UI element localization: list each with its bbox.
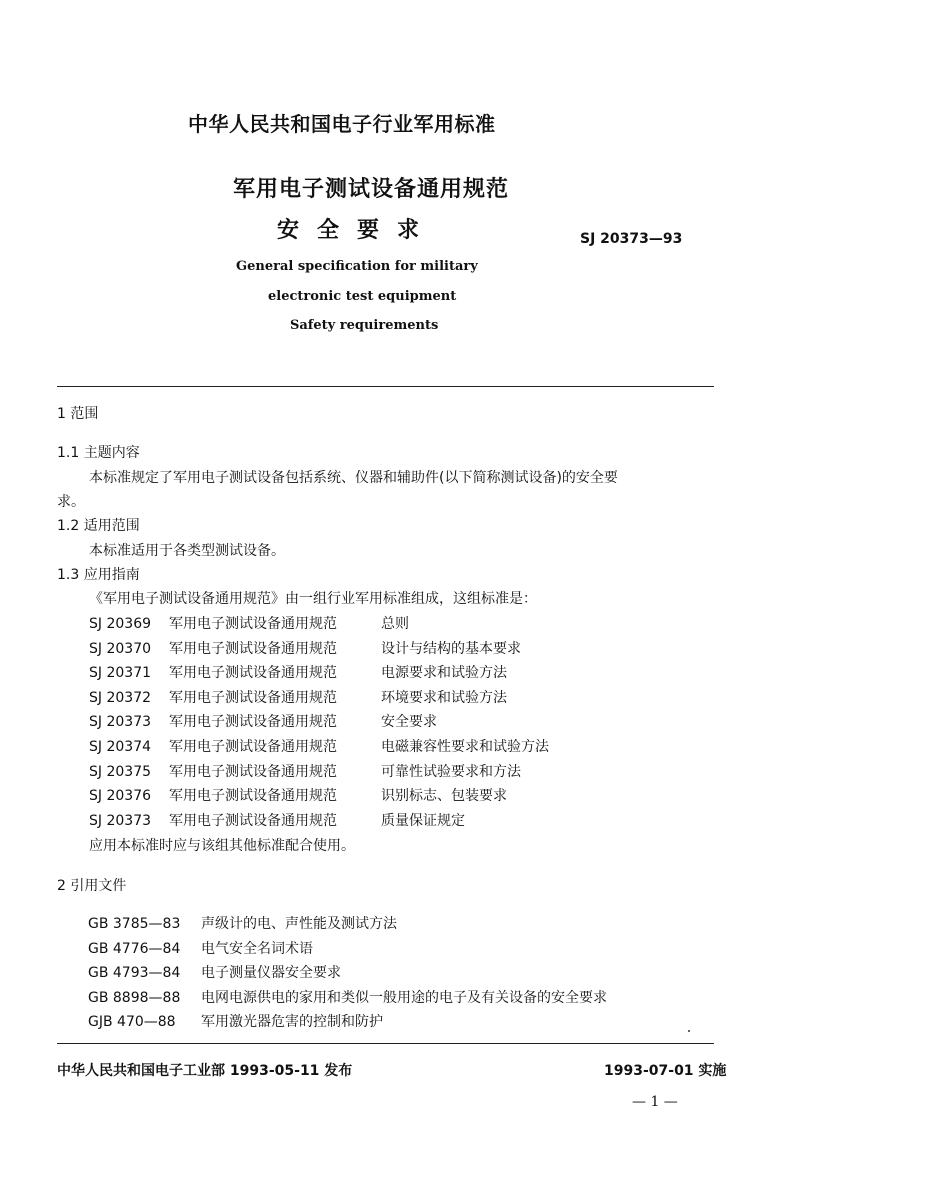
standard-code: SJ 20373 (89, 812, 152, 829)
title-cn-line1: 军用电子测试设备通用规范 (233, 177, 510, 202)
standard-code: SJ 20374 (89, 739, 152, 755)
speck-mark (688, 1030, 690, 1032)
reference-code: GB 8898—88 (88, 989, 181, 1006)
section-1-1-heading: 1.1 主题内容 (57, 445, 140, 461)
reference-row (88, 938, 313, 958)
standard-part: 总则 (381, 616, 409, 632)
title-en-line1: General specification for military (236, 259, 478, 274)
standard-code: SJ 20369 (89, 616, 152, 632)
standard-name: 军用电子测试设备通用规范 (169, 616, 337, 632)
section-1-1-text-line1: 本标准规定了军用电子测试设备包括系统、仪器和辅助件(以下简称测试设备)的安全要 (89, 470, 618, 486)
reference-title: 军用激光器危害的控制和防护 (201, 1014, 383, 1031)
standard-name: 军用电子测试设备通用规范 (169, 714, 337, 731)
standard-code: SJ 20376 (89, 788, 152, 805)
section-1-3-closing: 应用本标准时应与该组其他标准配合使用。 (89, 838, 355, 854)
reference-title: 电气安全名词术语 (201, 940, 313, 957)
section-1-3-heading: 1.3 应用指南 (57, 567, 140, 583)
reference-code: GB 3785—83 (88, 916, 181, 932)
title-en-line2: electronic test equipment (268, 289, 457, 304)
reference-code: GB 4793—84 (88, 965, 181, 982)
standard-code: SJ 20375 (89, 763, 152, 780)
standard-code: SJ 20372 (89, 689, 152, 706)
reference-row (88, 1011, 383, 1031)
standard-part: 质量保证规定 (381, 812, 465, 829)
title-cn-line2: 安全要求 (277, 218, 438, 243)
standard-part: 电磁兼容性要求和试验方法 (381, 739, 549, 755)
standard-name: 军用电子测试设备通用规范 (169, 665, 337, 682)
standard-name: 军用电子测试设备通用规范 (169, 640, 337, 657)
standard-row (89, 761, 521, 781)
section-1-heading: 1 范围 (57, 406, 99, 422)
standard-part: 电源要求和试验方法 (381, 665, 507, 682)
standard-row (89, 687, 507, 707)
standard-number: SJ 20373—93 (580, 231, 683, 247)
standard-name: 军用电子测试设备通用规范 (169, 812, 337, 829)
standard-row (89, 613, 409, 633)
reference-code: GB 4776—84 (88, 940, 181, 957)
effective-date: 1993-07-01 实施 (604, 1063, 727, 1079)
footer-divider (57, 1043, 714, 1044)
standard-part: 识别标志、包装要求 (381, 788, 507, 805)
standard-row (89, 810, 465, 830)
standard-code: SJ 20371 (89, 665, 152, 682)
section-1-2-heading: 1.2 适用范围 (57, 518, 140, 534)
standard-code: SJ 20373 (89, 714, 152, 731)
section-2-heading: 2 引用文件 (57, 878, 127, 894)
reference-row (88, 913, 397, 933)
standard-part: 可靠性试验要求和方法 (381, 763, 521, 780)
title-en-line3: Safety requirements (290, 318, 439, 333)
issued-by: 中华人民共和国电子工业部 1993-05-11 发布 (57, 1063, 353, 1079)
standard-row (89, 711, 437, 731)
reference-code: GJB 470—88 (88, 1014, 176, 1031)
standard-name: 军用电子测试设备通用规范 (169, 739, 337, 755)
standard-name: 军用电子测试设备通用规范 (169, 788, 337, 805)
section-1-2-text: 本标准适用于各类型测试设备。 (89, 543, 285, 559)
section-1-3-intro: 《军用电子测试设备通用规范》由一组行业军用标准组成，这组标准是： (89, 591, 537, 607)
standard-name: 军用电子测试设备通用规范 (169, 689, 337, 706)
standard-row (89, 785, 507, 805)
header-divider (57, 386, 714, 387)
standard-row (89, 662, 507, 682)
reference-title: 电网电源供电的家用和类似一般用途的电子及有关设备的安全要求 (201, 989, 607, 1006)
standard-part: 设计与结构的基本要求 (381, 640, 521, 657)
reference-row (88, 987, 607, 1007)
reference-title: 电子测量仪器安全要求 (201, 965, 341, 982)
standard-part: 安全要求 (381, 714, 437, 731)
standard-part: 环境要求和试验方法 (381, 689, 507, 706)
standard-row (89, 638, 521, 658)
reference-title: 声级计的电、声性能及测试方法 (201, 916, 397, 932)
page-number: — 1 — (632, 1094, 678, 1110)
standard-type: 中华人民共和国电子行业军用标准 (188, 112, 496, 136)
standard-code: SJ 20370 (89, 640, 152, 657)
standard-row (89, 736, 549, 756)
reference-row (88, 962, 341, 982)
standard-name: 军用电子测试设备通用规范 (169, 763, 337, 780)
section-1-1-text-line2: 求。 (57, 494, 85, 510)
